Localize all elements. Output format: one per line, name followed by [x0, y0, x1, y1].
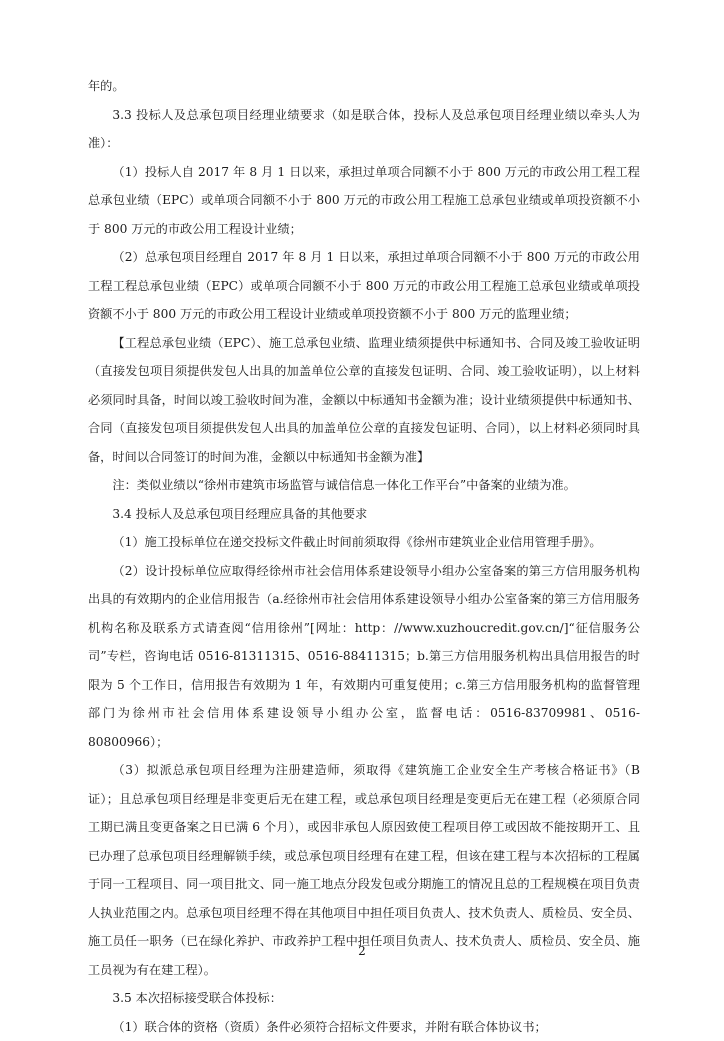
page-number: 2: [0, 943, 724, 959]
section-3-3-heading: 3.3 投标人及总承包项目经理业绩要求（如是联合体，投标人及总承包项目经理业绩以牵头人为准）：: [88, 101, 640, 158]
performance-evidence-note: 【工程总承包业绩（EPC）、施工总承包业绩、监理业绩须提供中标通知书、合同及竣工验收证明（直接发包项目须提供发包人出具的加盖单位公章的直接发包证明、合同、竣工验收证明），以上材料必须同时具备，时间以竣工验收时间为准，金额以中标通知书金额为准；设计业绩须提供中标通知书、合同（直接发包项目须提供发包人出具的加盖单位公章的直接发包证明、合同），以上材料必须同时具备，时间以合同签订的时间为准，金额以中标通知书金额为准】: [88, 329, 640, 472]
requirement-project-manager: （3）拟派总承包项目经理为注册建造师，须取得《建筑施工企业安全生产考核合格证书》（B证）；且总承包项目经理是非变更后无在建工程，或总承包项目经理是变更后无在建工程（必须原合同工期已满且变更备案之日已满 6 个月），或因非承包人原因致使工程项目停工或因故不能按期开工、且已办理了总承包项目经理解锁手续，或总承包项目经理有在建工程，但该在建工程与本次招标的工程属于同一工程项目、同一项目批文、同一施工地点分段发包或分期施工的情况且总的工程规模在项目负责人执业范围之内。总承包项目经理不得在其他项目中担任项目负责人、技术负责人、质检员、安全员、施工员任一职务（已在绿化养护、市政养护工程中担任项目负责人、技术负责人、质检员、安全员、施工员视为有在建工程）。: [88, 756, 640, 984]
requirement-consortium: （1）联合体的资格（资质）条件必须符合招标文件要求，并附有联合体协议书；: [88, 1013, 640, 1041]
requirement-1-bidder-performance: （1）投标人自 2017 年 8 月 1 日以来，承担过单项合同额不小于 800 万元的市政公用工程工程总承包业绩（EPC）或单项合同额不小于 800 万元的市政公用工程施工总承包业绩或单项投资额不小于 800 万元的市政公用工程设计业绩；: [88, 158, 640, 244]
paragraph-continuation: 年的。: [88, 72, 640, 101]
document-body: [88, 72, 640, 1041]
requirement-credit-manual: （1）施工投标单位在递交投标文件截止时间前须取得《徐州市建筑业企业信用管理手册》。: [88, 528, 640, 557]
section-3-4-heading: 3.4 投标人及总承包项目经理应具备的其他要求: [88, 500, 640, 529]
requirement-2-manager-performance: （2）总承包项目经理自 2017 年 8 月 1 日以来，承担过单项合同额不小于 800 万元的市政公用工程工程总承包业绩（EPC）或单项合同额不小于 800 万元的市政公用工程施工总承包业绩或单项投资额不小于 800 万元的市政公用工程设计业绩或单项投资额不小于 800 万元的监理业绩；: [88, 243, 640, 329]
section-3-5-heading: 3.5 本次招标接受联合体投标：: [88, 984, 640, 1013]
similar-performance-note: 注：类似业绩以“徐州市建筑市场监管与诚信信息一体化工作平台”中备案的业绩为准。: [88, 471, 640, 500]
requirement-credit-report: （2）设计投标单位应取得经徐州市社会信用体系建设领导小组办公室备案的第三方信用服务机构出具的有效期内的企业信用报告（a.经徐州市社会信用体系建设领导小组办公室备案的第三方信用服务机构名称及联系方式请查阅“信用徐州”[网址：http：//www.xuzhoucredit.gov.cn/]“征信服务公司”专栏，咨询电话 0516-81311315、0516-88411315；b.第三方信用服务机构出具信用报告的时限为 5 个工作日，信用报告有效期为 1 年，有效期内可重复使用；c.第三方信用服务机构的监督管理部门为徐州市社会信用体系建设领导小组办公室，监督电话：0516-83709981、0516-80800966）；: [88, 557, 640, 757]
